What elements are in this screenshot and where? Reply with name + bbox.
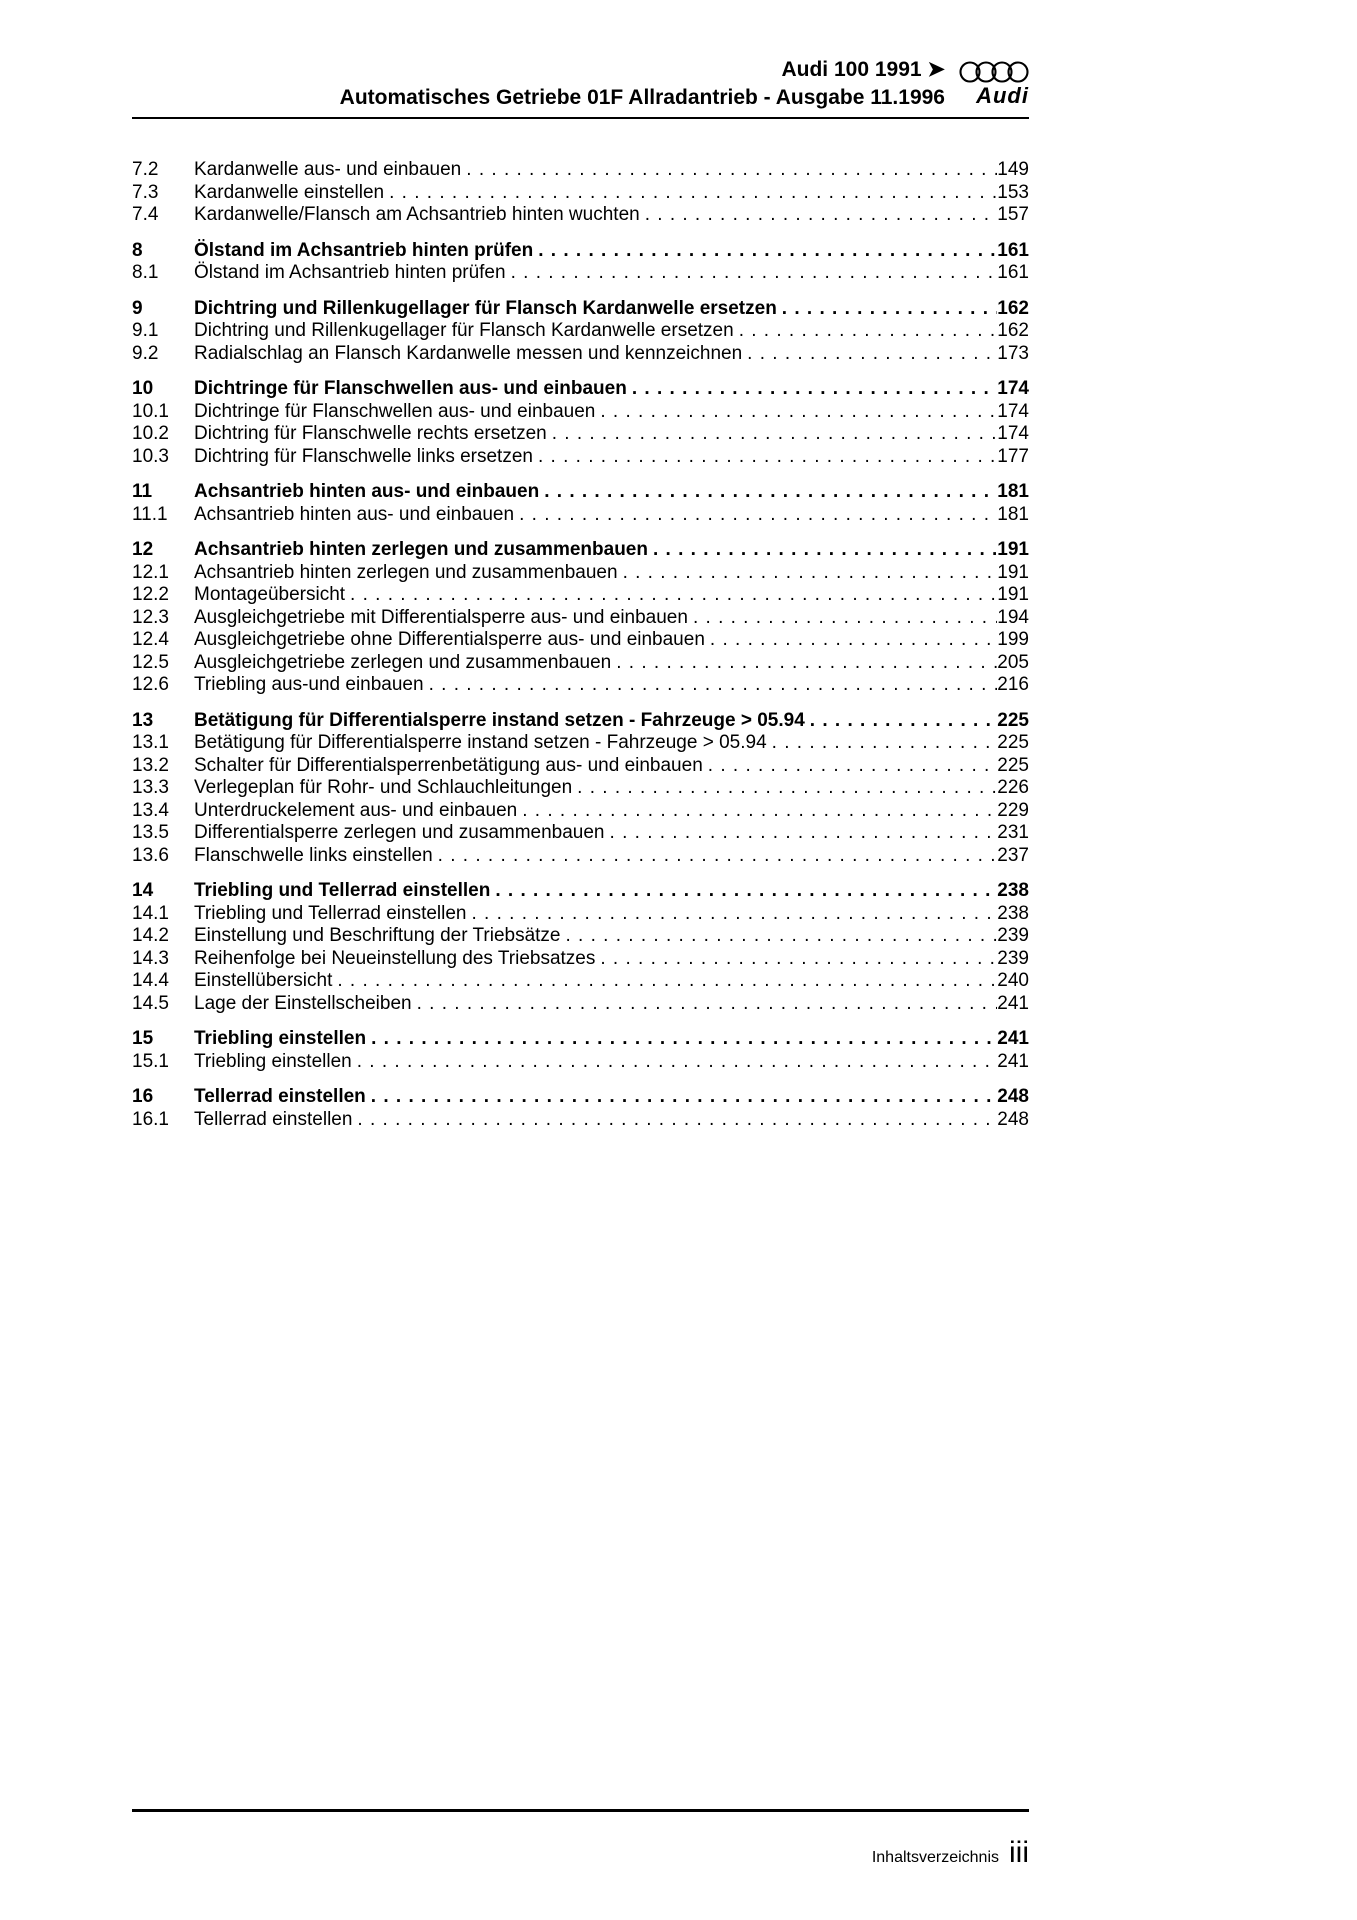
toc-entry — [132, 584, 1029, 607]
toc-entry — [132, 629, 1029, 652]
toc-dot-leader — [653, 539, 997, 562]
toc-entry — [132, 401, 1029, 424]
toc-entry-number: 13.6 — [132, 844, 169, 866]
header-text-block — [340, 56, 945, 112]
toc-dot-leader — [466, 159, 997, 182]
toc-dot-leader — [566, 925, 998, 948]
toc-dot-leader — [389, 182, 997, 205]
toc-entry-title: Ausgleichgetriebe ohne Differentialsperre aus- und einbauen — [194, 629, 705, 650]
toc-entry-number: 11.1 — [132, 503, 168, 525]
toc-entry-page: 238 — [997, 902, 1029, 924]
toc-entry-page: 174 — [997, 378, 1029, 399]
toc-dot-leader — [747, 343, 997, 366]
toc-entry — [132, 880, 1029, 903]
toc-entry-page: 173 — [997, 342, 1029, 364]
toc-entry-page: 191 — [997, 539, 1029, 560]
toc-entry-page: 153 — [997, 181, 1029, 203]
toc-entry — [132, 159, 1029, 182]
page-footer — [132, 1809, 1029, 1920]
toc-entry — [132, 320, 1029, 343]
toc-dot-leader — [693, 607, 997, 630]
toc-entry-page: 226 — [997, 777, 1029, 798]
toc-entry-page: 161 — [997, 262, 1029, 283]
toc-entry-page: 225 — [997, 754, 1029, 776]
toc-entry-title: Achsantrieb hinten zerlegen und zusammenbauen — [194, 561, 618, 583]
toc-entry-number: 14 — [132, 880, 154, 901]
toc-entry-number: 11 — [132, 481, 153, 502]
toc-dot-leader — [350, 584, 997, 607]
toc-entry-title: Dichtringe für Flanschwellen aus- und einbauen — [194, 378, 627, 399]
toc-entry-number: 12.4 — [132, 629, 169, 650]
toc-entry-title: Ausgleichgetriebe zerlegen und zusammenbauen — [194, 651, 612, 673]
toc-entry-number: 15 — [132, 1028, 154, 1049]
toc-entry-title: Dichtring und Rillenkugellager für Flansch Kardanwelle ersetzen — [194, 320, 734, 341]
toc-entry-title: Triebling einstellen — [194, 1028, 367, 1049]
toc-dot-leader — [739, 320, 998, 343]
toc-entry-number: 13.4 — [132, 799, 169, 821]
toc-entry-number: 10.3 — [132, 445, 169, 467]
toc-dot-leader — [417, 993, 998, 1016]
toc-entry-number: 13.3 — [132, 777, 169, 798]
toc-entry — [132, 204, 1029, 227]
toc-entry-number: 8.1 — [132, 262, 159, 283]
toc-entry-page: 225 — [997, 732, 1029, 753]
toc-entry-page: 181 — [997, 503, 1029, 525]
toc-entry-number: 9 — [132, 297, 143, 319]
toc-entry-title: Triebling einstellen — [194, 1050, 352, 1072]
toc-entry-title: Triebling aus-und einbauen — [194, 674, 424, 695]
toc-entry-number: 13 — [132, 709, 154, 731]
toc-entry-title: Tellerrad einstellen — [194, 1086, 366, 1107]
toc-entry-title: Betätigung für Differentialsperre instand setzen - Fahrzeuge > 05.94 — [194, 709, 805, 731]
toc-entry-page: 162 — [997, 320, 1029, 341]
footer-divider — [132, 1809, 1029, 1812]
toc-entry-number: 12.2 — [132, 584, 169, 605]
toc-entry-title: Dichtring für Flanschwelle rechts ersetzen — [194, 423, 547, 444]
toc-entry — [132, 903, 1029, 926]
toc-entry-page: 248 — [997, 1086, 1029, 1107]
toc-dot-leader — [552, 423, 998, 446]
toc-entry-number: 13.5 — [132, 822, 169, 843]
toc-entry-title: Ölstand im Achsantrieb hinten prüfen — [194, 239, 534, 261]
toc-entry-title: Achsantrieb hinten aus- und einbauen — [194, 481, 540, 502]
toc-entry — [132, 378, 1029, 401]
toc-entry — [132, 732, 1029, 755]
toc-dot-leader — [544, 481, 997, 504]
toc-entry-page: 149 — [997, 159, 1029, 180]
page-header — [132, 0, 1029, 112]
toc-entry-page: 191 — [997, 561, 1029, 583]
toc-entry-page: 199 — [997, 629, 1029, 650]
toc-dot-leader — [429, 674, 998, 697]
audi-logo — [959, 56, 1029, 108]
toc-dot-leader — [710, 629, 997, 652]
toc-dot-leader — [357, 1051, 998, 1074]
toc-dot-leader — [538, 446, 997, 469]
toc-dot-leader — [810, 710, 998, 733]
toc-entry-number: 9.2 — [132, 342, 159, 364]
toc-entry-number: 14.4 — [132, 970, 169, 991]
toc-entry — [132, 777, 1029, 800]
toc-entry-title: Dichtringe für Flanschwellen aus- und einbauen — [194, 400, 596, 422]
toc-entry-title: Reihenfolge bei Neueinstellung des Triebsatzes — [194, 947, 596, 969]
toc-entry-title: Kardanwelle aus- und einbauen — [194, 159, 462, 180]
toc-dot-leader — [538, 240, 997, 263]
toc-entry — [132, 1086, 1029, 1109]
toc-dot-leader — [632, 378, 997, 401]
toc-entry — [132, 948, 1029, 971]
toc-entry — [132, 607, 1029, 630]
toc-entry-page: 225 — [997, 709, 1029, 731]
toc-entry-page: 248 — [997, 1108, 1029, 1130]
toc-entry-number: 7.2 — [132, 159, 159, 180]
toc-entry-page: 240 — [997, 970, 1029, 991]
toc-entry-page: 241 — [997, 1028, 1029, 1049]
toc-entry — [132, 240, 1029, 263]
toc-entry — [132, 423, 1029, 446]
toc-entry — [132, 652, 1029, 675]
toc-entry-page: 241 — [997, 992, 1029, 1014]
toc-entry-number: 12.1 — [132, 561, 169, 583]
toc-dot-leader — [357, 1109, 997, 1132]
toc-entry-title: Einstellung und Beschriftung der Triebsätze — [194, 925, 561, 946]
toc-entry-page: 231 — [997, 822, 1029, 843]
toc-dot-leader — [645, 204, 998, 227]
toc-dot-leader — [337, 970, 997, 993]
toc-entry-number: 14.1 — [132, 902, 169, 924]
toc-dot-leader — [610, 822, 998, 845]
toc-entry-page: 191 — [997, 584, 1029, 605]
toc-entry-number: 14.5 — [132, 992, 169, 1014]
toc-entry — [132, 262, 1029, 285]
toc-entry-title: Flanschwelle links einstellen — [194, 844, 433, 866]
toc-entry-page: 237 — [997, 844, 1029, 866]
toc-entry-title: Kardanwelle einstellen — [194, 181, 385, 203]
toc-entry-page: 229 — [997, 799, 1029, 821]
toc-entry-number: 13.2 — [132, 754, 169, 776]
footer-page-number: iii — [1009, 1836, 1029, 1869]
toc-entry-page: 174 — [997, 423, 1029, 444]
toc-dot-leader — [600, 401, 997, 424]
toc-entry-number: 12.5 — [132, 651, 169, 673]
toc-entry — [132, 1109, 1029, 1132]
toc-entry-title: Schalter für Differentialsperrenbetätigung aus- und einbauen — [194, 754, 703, 776]
toc-entry-title: Achsantrieb hinten aus- und einbauen — [194, 503, 515, 525]
toc-entry-title: Kardanwelle/Flansch am Achsantrieb hinten wuchten — [194, 204, 640, 225]
toc-dot-leader — [371, 1086, 998, 1109]
toc-entry-page: 162 — [997, 297, 1029, 319]
toc-entry-page: 239 — [997, 925, 1029, 946]
toc-entry — [132, 822, 1029, 845]
toc-entry-number: 8 — [132, 239, 143, 261]
audi-wordmark: Audi — [976, 83, 1029, 108]
toc-entry-title: Lage der Einstellscheiben — [194, 992, 412, 1014]
toc-entry-number: 10 — [132, 378, 154, 399]
toc-entry-number: 10.2 — [132, 423, 169, 444]
toc-dot-leader — [511, 262, 998, 285]
toc-entry-number: 12.3 — [132, 606, 169, 628]
toc-entry-page: 194 — [997, 606, 1029, 628]
toc-dot-leader — [616, 652, 997, 675]
toc-entry — [132, 845, 1029, 868]
toc-entry — [132, 298, 1029, 321]
toc-entry-page: 161 — [997, 239, 1029, 261]
toc-entry-page: 174 — [997, 400, 1029, 422]
toc-entry-number: 12 — [132, 539, 154, 560]
toc-entry — [132, 562, 1029, 585]
page-content — [132, 0, 1029, 1920]
toc-dot-leader — [772, 732, 998, 755]
toc-entry-title: Unterdruckelement aus- und einbauen — [194, 799, 518, 821]
toc-dot-leader — [522, 800, 997, 823]
toc-entry — [132, 539, 1029, 562]
toc-list — [132, 159, 1029, 1131]
toc-dot-leader — [438, 845, 998, 868]
toc-dot-leader — [708, 755, 998, 778]
toc-entry-number: 16 — [132, 1086, 154, 1107]
toc-entry-title: Einstellübersicht — [194, 970, 333, 991]
toc-entry-number: 7.3 — [132, 181, 159, 203]
toc-entry-page: 239 — [997, 947, 1029, 969]
toc-entry-title: Ölstand im Achsantrieb hinten prüfen — [194, 262, 506, 283]
toc-entry-page: 216 — [997, 674, 1029, 695]
toc-entry — [132, 1028, 1029, 1051]
footer-text-line — [132, 1838, 1029, 1868]
toc-entry-number: 15.1 — [132, 1050, 169, 1072]
toc-entry — [132, 343, 1029, 366]
toc-entry-number: 10.1 — [132, 400, 169, 422]
toc-entry-title: Verlegeplan für Rohr- und Schlauchleitungen — [194, 777, 573, 798]
toc-entry-page: 177 — [997, 445, 1029, 467]
toc-entry-number: 12.6 — [132, 674, 169, 695]
toc-entry — [132, 755, 1029, 778]
toc-entry — [132, 710, 1029, 733]
toc-entry-title: Dichtring und Rillenkugellager für Flansch Kardanwelle ersetzen — [194, 297, 777, 319]
toc-dot-leader — [371, 1028, 997, 1051]
toc-dot-leader — [600, 948, 997, 971]
toc-entry — [132, 504, 1029, 527]
audi-rings-icon — [959, 60, 1029, 84]
toc-entry-number: 13.1 — [132, 732, 169, 753]
toc-entry-title: Dichtring für Flanschwelle links ersetzen — [194, 445, 533, 467]
toc-entry-title: Achsantrieb hinten zerlegen und zusammenbauen — [194, 539, 648, 560]
toc-entry-page: 157 — [997, 204, 1029, 225]
toc-dot-leader — [495, 880, 997, 903]
toc-entry-number: 7.4 — [132, 204, 159, 225]
toc-entry-number: 9.1 — [132, 320, 159, 341]
header-model-line: Audi 100 1991 ➤ — [781, 58, 945, 81]
toc-entry — [132, 970, 1029, 993]
toc-entry-page: 238 — [997, 880, 1029, 901]
toc-entry — [132, 993, 1029, 1016]
toc-entry-title: Montageübersicht — [194, 584, 346, 605]
toc-dot-leader — [577, 777, 997, 800]
toc-dot-leader — [623, 562, 998, 585]
toc-entry-number: 14.2 — [132, 925, 169, 946]
toc-dot-leader — [472, 903, 998, 926]
toc-entry-title: Betätigung für Differentialsperre instand setzen - Fahrzeuge > 05.94 — [194, 732, 767, 753]
toc-entry-title: Differentialsperre zerlegen und zusammenbauen — [194, 822, 605, 843]
toc-entry — [132, 446, 1029, 469]
toc-entry — [132, 1051, 1029, 1074]
toc-entry-title: Radialschlag an Flansch Kardanwelle messen und kennzeichnen — [194, 342, 743, 364]
header-manual-title: Automatisches Getriebe 01F Allradantrieb - Ausgabe 11.1996 — [339, 86, 945, 109]
footer-label: Inhaltsverzeichnis — [871, 1849, 999, 1866]
toc-entry-number: 14.3 — [132, 947, 169, 969]
toc-entry — [132, 481, 1029, 504]
toc-entry-page: 181 — [997, 481, 1029, 502]
header-divider — [132, 117, 1029, 119]
toc-entry-title: Tellerrad einstellen — [194, 1108, 353, 1130]
toc-dot-leader — [782, 298, 998, 321]
toc-entry — [132, 800, 1029, 823]
toc-entry-page: 241 — [997, 1050, 1029, 1072]
toc-entry-title: Triebling und Tellerrad einstellen — [194, 880, 491, 901]
toc-entry-title: Ausgleichgetriebe mit Differentialsperre aus- und einbauen — [194, 606, 688, 628]
toc-entry — [132, 182, 1029, 205]
toc-entry-page: 205 — [997, 651, 1029, 673]
toc-entry — [132, 674, 1029, 697]
toc-entry-number: 16.1 — [132, 1108, 169, 1130]
toc-dot-leader — [519, 504, 997, 527]
toc-entry — [132, 925, 1029, 948]
toc-entry-title: Triebling und Tellerrad einstellen — [194, 902, 467, 924]
